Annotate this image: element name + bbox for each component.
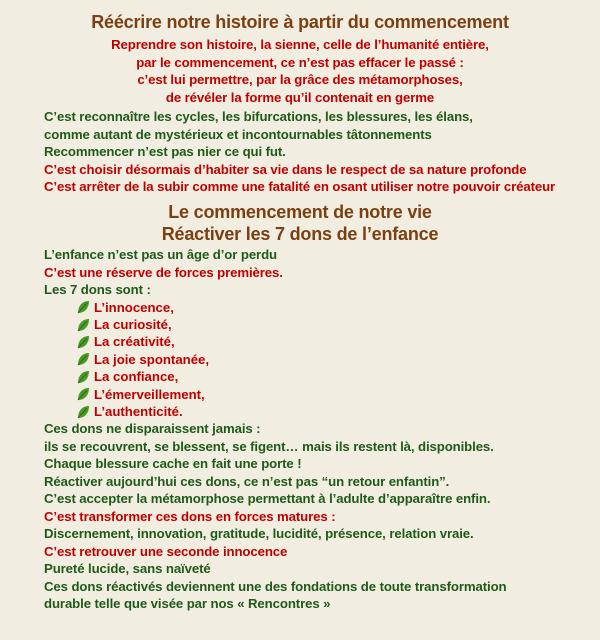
body-line: Recommencer n’est pas nier ce qui fut. bbox=[44, 144, 286, 159]
body-line: C’est transformer ces dons en forces matures : bbox=[44, 508, 336, 524]
body-line: Ces dons réactivés deviennent une des fondations de toute transformation bbox=[44, 578, 507, 594]
section2-body bbox=[44, 246, 283, 420]
body-line: Pureté lucide, sans naïveté bbox=[44, 561, 211, 576]
closing-body bbox=[44, 420, 507, 613]
gift-label: La créativité, bbox=[94, 334, 175, 350]
body-line: C’est une réserve de forces premières. bbox=[44, 264, 283, 280]
intro-line: Reprendre son histoire, la sienne, celle de l’humanité entière, bbox=[111, 37, 489, 52]
section2-title: Le commencement de notre vie bbox=[168, 202, 432, 222]
section1-body bbox=[44, 108, 555, 196]
leaf-icon bbox=[76, 335, 90, 349]
list-item bbox=[44, 385, 283, 402]
list-item bbox=[44, 368, 283, 385]
gift-label: L’innocence, bbox=[94, 299, 174, 315]
gift-label: La joie spontanée, bbox=[94, 351, 210, 367]
body-line: C’est arrêter de la subir comme une fatalité en osant utiliser notre pouvoir créateur bbox=[44, 179, 556, 194]
leaf-icon bbox=[76, 352, 90, 366]
list-item bbox=[44, 299, 283, 316]
leaf-icon bbox=[76, 300, 90, 314]
body-line: comme autant de mystérieux et incontournables tâtonnements bbox=[44, 126, 432, 142]
intro-line: c’est lui permettre, par la grâce des métamorphoses, bbox=[137, 72, 463, 87]
gift-label: La curiosité, bbox=[94, 317, 172, 333]
section-rewrite-history bbox=[0, 12, 600, 106]
body-line: Discernement, innovation, gratitude, lucidité, présence, relation vraie. bbox=[44, 526, 474, 541]
intro-line: par le commencement, ce n’est pas effacer le passé : bbox=[136, 54, 464, 70]
list-item bbox=[44, 351, 283, 368]
body-line: C’est accepter la métamorphose permettant à l’adulte d’apparaître enfin. bbox=[44, 491, 491, 506]
body-line: C’est retrouver une seconde innocence bbox=[44, 543, 288, 559]
body-line: Chaque blessure cache en fait une porte ! bbox=[44, 456, 302, 471]
list-item bbox=[44, 316, 283, 333]
gift-list bbox=[44, 299, 283, 421]
body-line: C’est choisir désormais d’habiter sa vie dans le respect de sa nature profonde bbox=[44, 161, 527, 177]
list-item bbox=[44, 403, 283, 420]
gift-label: L’émerveillement, bbox=[94, 386, 205, 402]
intro-line: de révéler la forme qu’il contenait en germe bbox=[165, 89, 435, 105]
leaf-icon bbox=[76, 370, 90, 384]
leaf-icon bbox=[76, 318, 90, 332]
leaf-icon bbox=[76, 387, 90, 401]
section-childhood-gifts bbox=[0, 201, 600, 245]
body-line: L’enfance n’est pas un âge d’or perdu bbox=[44, 247, 277, 262]
section1-title: Réécrire notre histoire à partir du commencement bbox=[91, 12, 509, 32]
section2-subtitle: Réactiver les 7 dons de l’enfance bbox=[161, 224, 439, 244]
leaf-icon bbox=[76, 405, 90, 419]
body-line: Ces dons ne disparaissent jamais : bbox=[44, 421, 261, 436]
body-line: Les 7 dons sont : bbox=[44, 282, 151, 297]
body-line: C’est reconnaître les cycles, les bifurcations, les blessures, les élans, bbox=[44, 109, 473, 124]
body-line: ils se recouvrent, se blessent, se figent… mais ils restent là, disponibles. bbox=[44, 438, 494, 454]
gift-label: L’authenticité. bbox=[94, 404, 183, 420]
body-line: durable telle que visée par nos « Rencontres » bbox=[44, 596, 331, 611]
list-item bbox=[44, 333, 283, 350]
gift-label: La confiance, bbox=[94, 369, 179, 385]
body-line: Réactiver aujourd’hui ces dons, ce n’est pas “un retour enfantin”. bbox=[44, 473, 450, 489]
